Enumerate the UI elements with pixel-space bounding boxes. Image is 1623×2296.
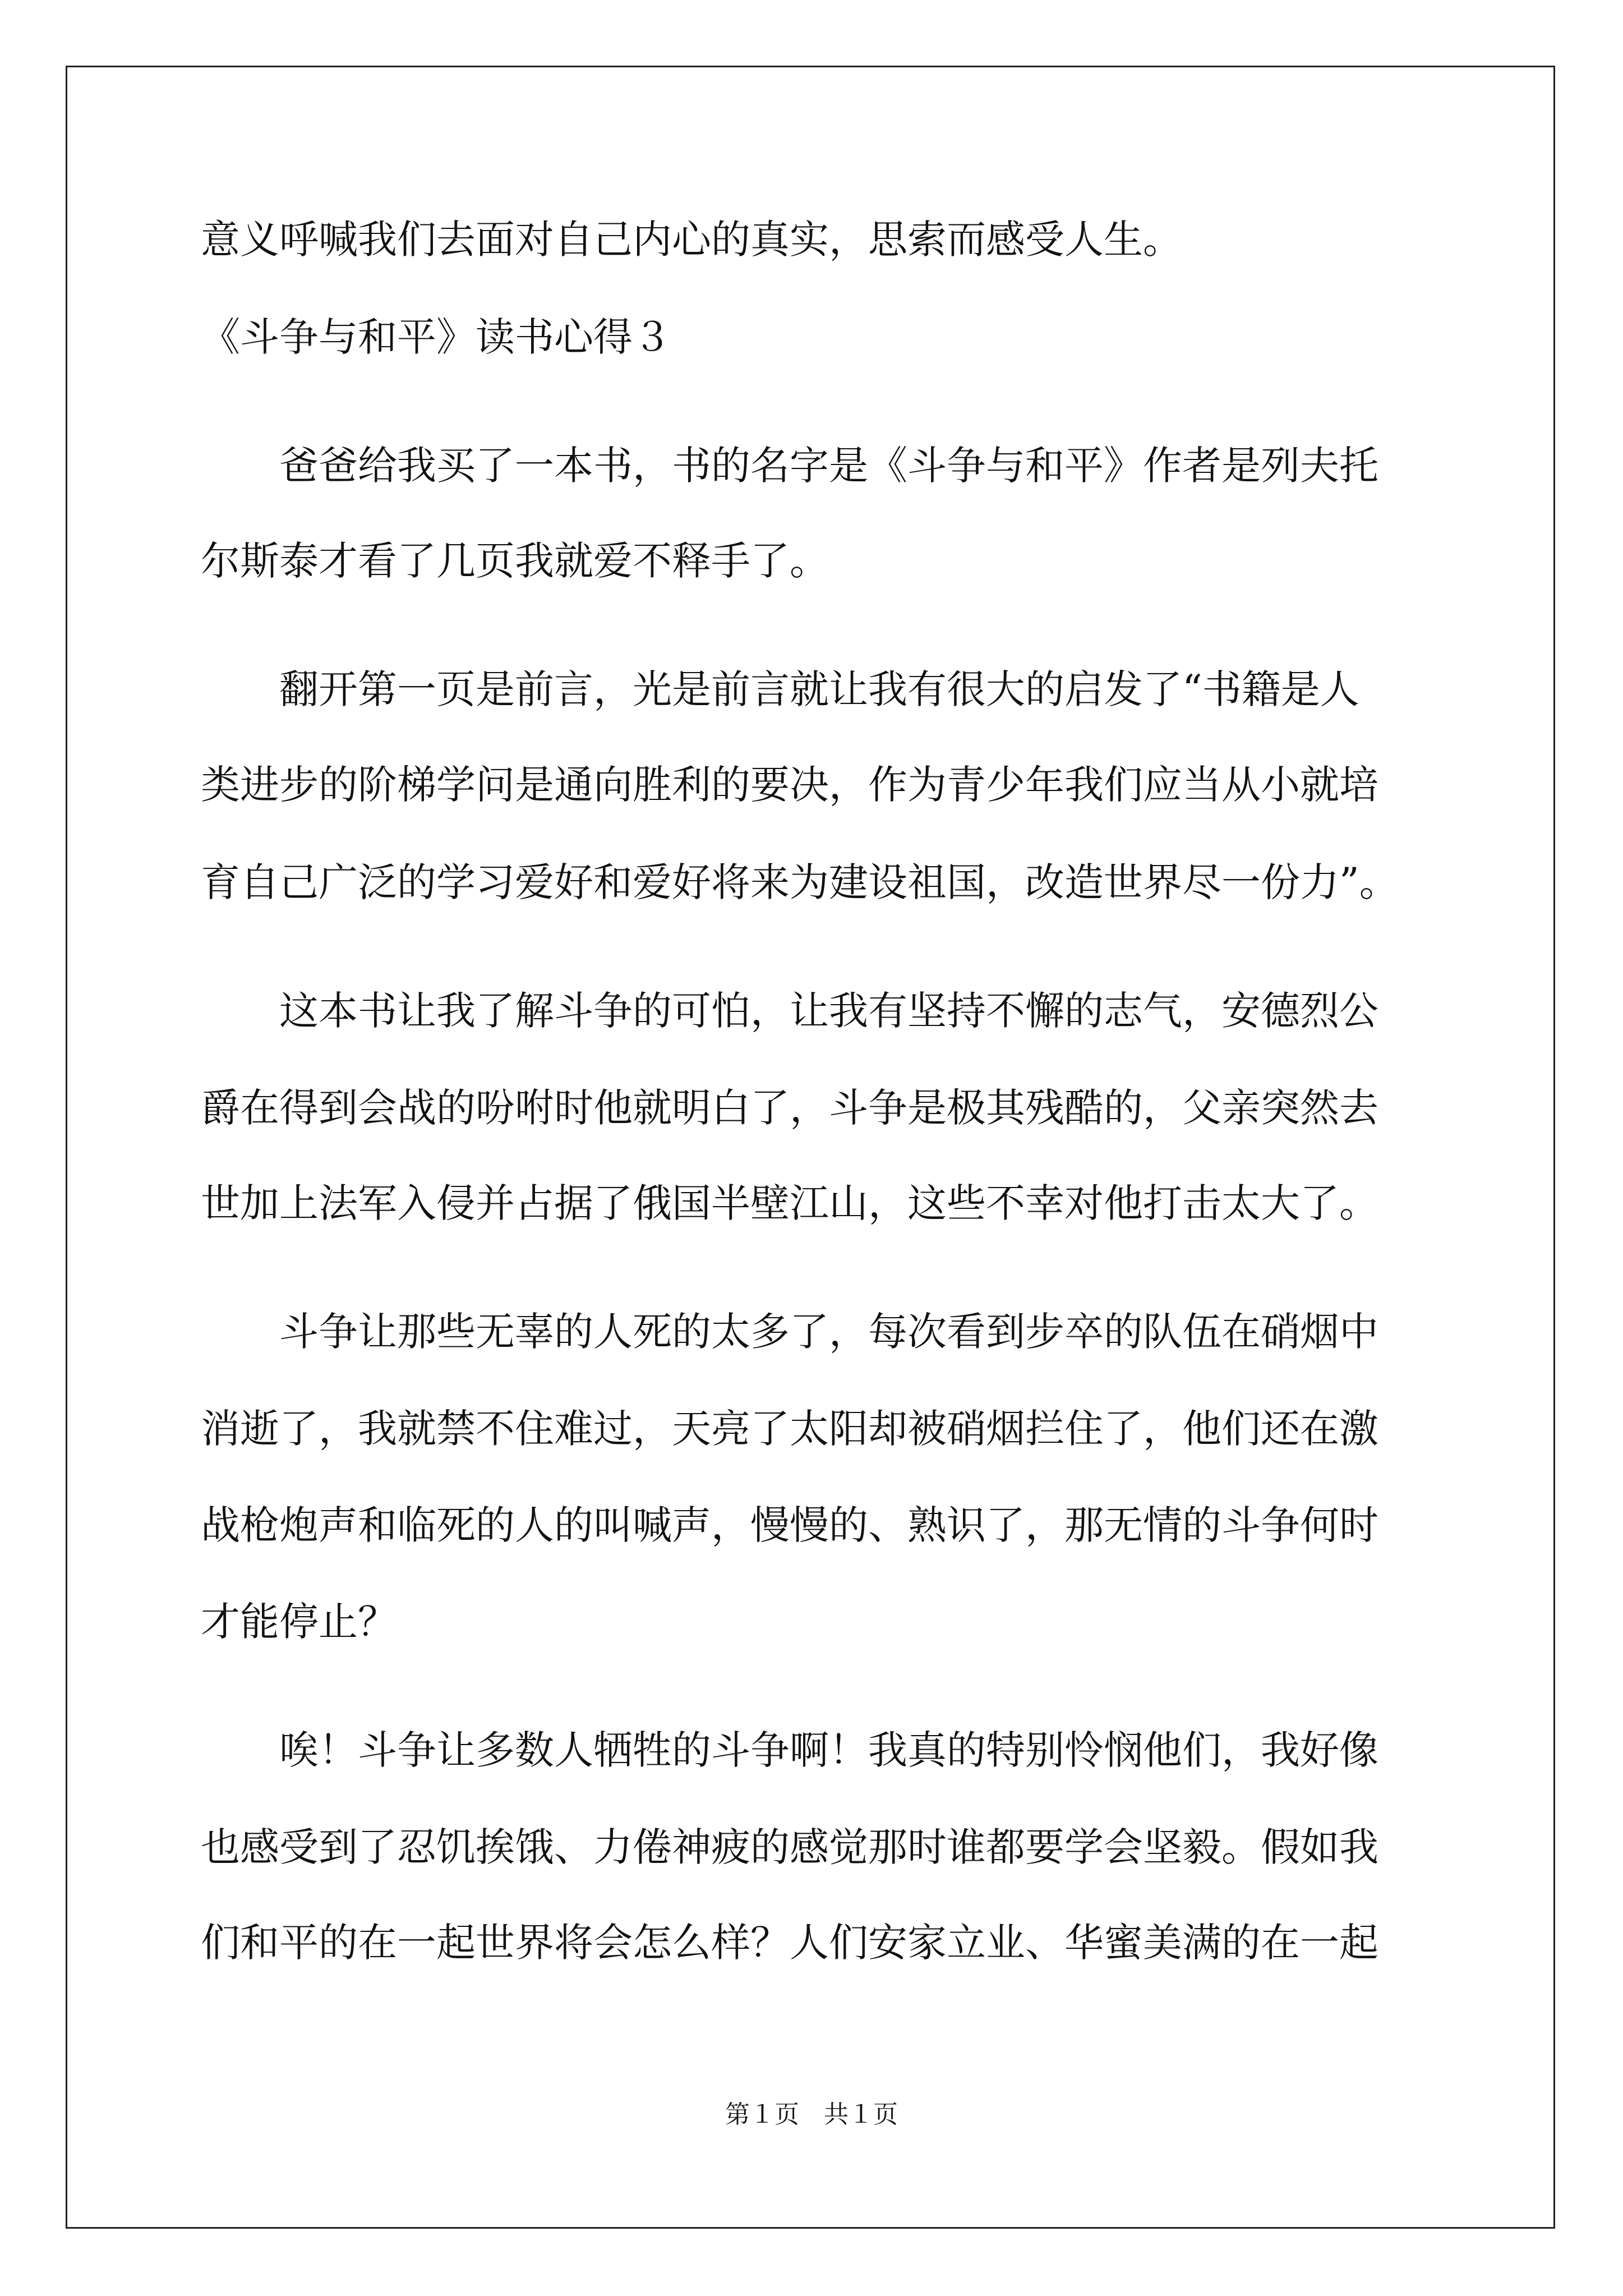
text-line: 类进步的阶梯学问是通向胜利的要决，作为青少年我们应当从小就培 xyxy=(201,762,1378,808)
page-border xyxy=(66,66,1555,2229)
text-line: 世加上法军入侵并占据了俄国半壁江山，这些不幸对他打击太大了。 xyxy=(201,1180,1378,1226)
text-line: 意义呼喊我们去面对自己内心的真实，思索而感受人生。 xyxy=(201,217,1182,263)
text-line: 消逝了，我就禁不住难过，天亮了太阳却被硝烟拦住了，他们还在激 xyxy=(201,1406,1378,1452)
text-line: 唉！斗争让多数人牺牲的斗争啊！我真的特别怜悯他们，我好像 xyxy=(201,1727,1378,1773)
text-line: 育自己广泛的学习爱好和爱好将来为建设祖国，改造世界尽一份力”。 xyxy=(201,859,1399,905)
text-line: 才能停止？ xyxy=(201,1599,397,1645)
text-line: 也感受到了忍饥挨饿、力倦神疲的感觉那时谁都要学会坚毅。假如我 xyxy=(201,1824,1378,1870)
text-line: 战枪炮声和临死的人的叫喊声，慢慢的、熟识了，那无情的斗争何时 xyxy=(201,1502,1378,1548)
text-line: 们和平的在一起世界将会怎么样？人们安家立业、华蜜美满的在一起 xyxy=(201,1920,1378,1966)
text-line: 翻开第一页是前言，光是前言就让我有很大的启发了“书籍是人 xyxy=(201,666,1359,712)
section-heading: 《斗争与和平》读书心得３ xyxy=(201,314,672,360)
text-line: 斗争让那些无辜的人死的太多了，每次看到步卒的队伍在硝烟中 xyxy=(201,1309,1378,1355)
text-line: 这本书让我了解斗争的可怕，让我有坚持不懈的志气，安德烈公 xyxy=(201,988,1378,1034)
text-line: 尔斯泰才看了几页我就爱不释手了。 xyxy=(201,538,829,584)
text-line: 爸爸给我买了一本书，书的名字是《斗争与和平》作者是列夫托 xyxy=(201,443,1378,489)
page-number: 第１页 共１页 xyxy=(725,2100,898,2129)
text-line: 爵在得到会战的吩咐时他就明白了，斗争是极其残酷的，父亲突然去 xyxy=(201,1085,1378,1131)
